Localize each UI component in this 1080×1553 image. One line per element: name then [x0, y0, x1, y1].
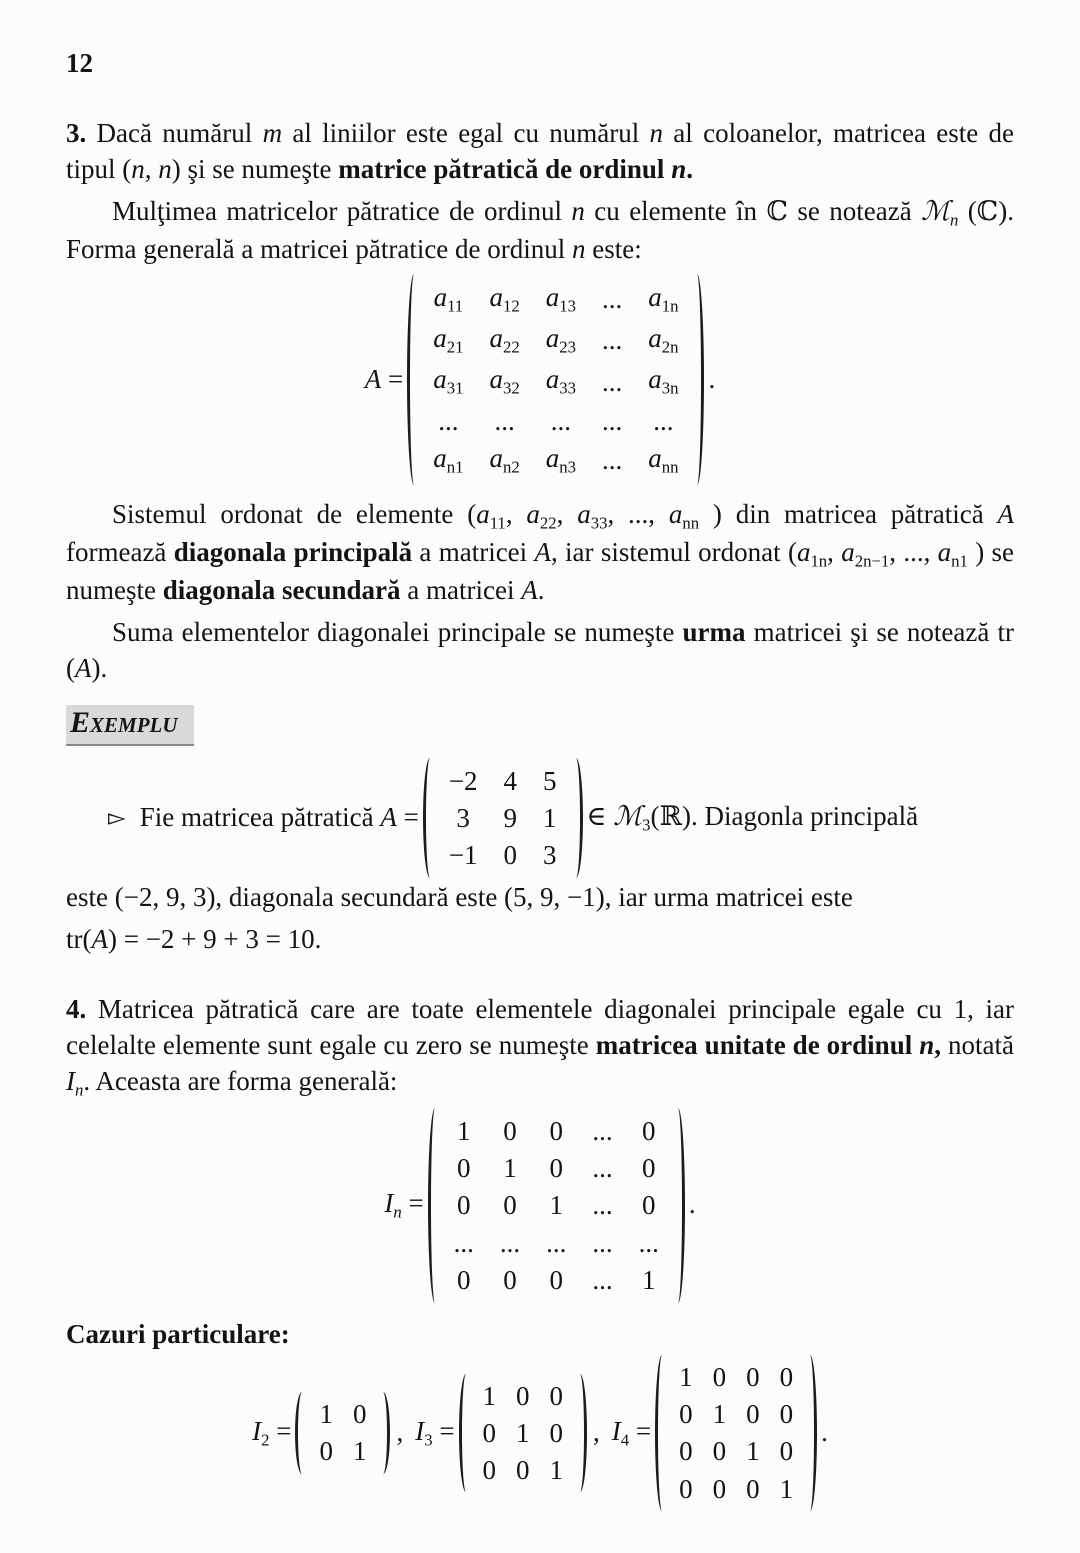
separator-2: , [593, 1416, 600, 1447]
matrix-cell: $a_{n3}$ [545, 443, 576, 477]
matrix-cell: 1 [503, 1153, 517, 1184]
matrix-cell: ... [601, 445, 623, 476]
matrix-cell: 0 [642, 1190, 656, 1221]
matrix-cell: 0 [679, 1399, 693, 1430]
matrix-cell: 0 [516, 1380, 530, 1411]
matrix-cell: $a_{nn}$ [648, 443, 679, 477]
matrix-cell: $a_{31}$ [433, 364, 464, 399]
matrix-cell: 3 [543, 840, 557, 871]
particular-cases-line [66, 1355, 1014, 1511]
matrix-paren-right [803, 1355, 817, 1511]
page-number: 12 [66, 48, 93, 78]
matrix-cell: ... [601, 325, 623, 356]
I4-label: $I_4$ = [611, 1415, 652, 1450]
matrix-cell: 9 [503, 802, 518, 833]
matrix-paren-left [423, 758, 437, 879]
example-heading: Exemplu [66, 705, 194, 746]
matrix-cell: 0 [642, 1153, 656, 1184]
matrix-cell: 1 [642, 1264, 656, 1295]
matrix-cell: ... [638, 1227, 659, 1258]
matrix-cell: ... [453, 1227, 474, 1258]
matrix-cell: 0 [712, 1361, 727, 1392]
particular-period: . [821, 1416, 828, 1447]
matrix-cell: 0 [503, 1115, 517, 1146]
bullet-arrow-icon: ▻ [108, 804, 126, 830]
matrix-cell: 0 [549, 1264, 564, 1295]
matrix-cell: $a_{12}$ [489, 281, 520, 316]
matrix-cell: ... [601, 366, 623, 397]
matrix-cell: ... [546, 1227, 567, 1258]
matrix-cell: ... [592, 1115, 613, 1146]
matrix-A-label: A = [364, 363, 404, 394]
matrix-cell: $a_{n1}$ [433, 443, 464, 477]
matrix-cell: 0 [712, 1473, 727, 1504]
I2-label: $I_2$ = [252, 1415, 292, 1450]
matrix-cell: ... [550, 405, 571, 436]
matrix-cell: $a_{n2}$ [489, 443, 520, 477]
matrix-cell: 1 [549, 1455, 564, 1485]
matrix-cell: 5 [543, 765, 557, 796]
matrix-cell: 1 [516, 1417, 530, 1448]
matrix-cell: 0 [679, 1436, 693, 1467]
example-matrix [423, 758, 583, 879]
matrix-paren-right [376, 1392, 390, 1473]
matrix-cell: $a_{2n}$ [648, 322, 679, 357]
example-continuation-2: tr(A) = −2 + 9 + 3 = 10. [66, 924, 322, 955]
matrix-cell: 0 [549, 1380, 564, 1411]
matrix-cell: 0 [457, 1153, 471, 1184]
matrix-paren-left [428, 1108, 442, 1303]
matrix-cell: 1 [712, 1399, 727, 1430]
matrix-cell: 1 [549, 1190, 564, 1221]
matrix-cell: $a_{23}$ [545, 322, 576, 357]
matrix-cell: ... [494, 405, 515, 436]
matrix-cell: $a_{11}$ [433, 281, 464, 316]
matrix-paren-right [671, 1108, 685, 1303]
example-continuation-1: este (−2, 9, 3), diagonala secundară este (5, 9, −1), iar urma matricei este [66, 882, 853, 913]
matrix-cell: ... [592, 1264, 613, 1295]
matrix-cell: 0 [503, 1190, 517, 1221]
matrix-cell: ... [592, 1227, 613, 1258]
matrix-cell: 1 [779, 1473, 794, 1504]
identity-matrix-label: $I_n$ = [384, 1188, 424, 1223]
matrix-cell: ... [653, 405, 674, 436]
identity-matrix-n [428, 1108, 685, 1303]
matrix-cell: 0 [516, 1455, 530, 1485]
matrix-cell: $a_{22}$ [489, 322, 520, 357]
paragraph-diagonals: Sistemul ordonat de elemente ($a_{11}$, $a_{22}$, $a_{33}$, ..., $a_{nn}$ ) din matricea pătratică A formează diagonala principală a matricei A, iar sistemul ordonat ($a_{1n}$, $a_{2n-1}$, ..., $a_{n1}$ ) se numeşte diagonala secundară a matricei A. [66, 499, 1015, 606]
example-lead-text: Fie matricea pătratică A = [139, 801, 419, 832]
section-gap [66, 964, 1014, 992]
I2-matrix [295, 1392, 390, 1473]
matrix-A-equation [66, 274, 1014, 486]
matrix-cell: $a_{33}$ [545, 364, 576, 399]
matrix-paren-left [407, 274, 421, 486]
matrix-paren-left [295, 1392, 309, 1473]
example-statement [108, 758, 1014, 879]
matrix-A-period: . [708, 363, 716, 394]
matrix-paren-right [690, 274, 704, 486]
matrix-cell: 0 [457, 1190, 471, 1221]
matrix-cell: $a_{13}$ [545, 281, 576, 316]
matrix-cell: 0 [746, 1361, 760, 1392]
matrix-cell: 4 [503, 765, 518, 796]
example-tail-text: ∈ ℳ$_3$(ℝ). Diagonla principală [586, 800, 919, 835]
paragraph-3-continuation: Mulţimea matricelor pătratice de ordinul n cu elemente în ℂ se notează ℳ$_n$ (ℂ). Forma generală a matricei pătratice de ordinul n este: [66, 195, 1014, 264]
matrix-cell: 1 [457, 1115, 471, 1146]
matrix-cell: 0 [642, 1115, 656, 1146]
matrix-cell: 0 [457, 1264, 471, 1295]
matrix-cell: −1 [448, 840, 478, 871]
matrix-cell: 1 [352, 1436, 367, 1467]
matrix-cell: ... [438, 405, 459, 436]
matrix-cell: $a_{32}$ [489, 364, 520, 399]
matrix-cell: 1 [319, 1399, 333, 1430]
matrix-cell: 3 [456, 802, 470, 833]
matrix-cell: 0 [746, 1473, 760, 1504]
identity-matrix-period: . [688, 1189, 696, 1220]
matrix-cell: ... [499, 1227, 521, 1258]
I3-matrix [459, 1374, 588, 1493]
matrix-cell: 0 [319, 1436, 333, 1467]
matrix-cell: 0 [746, 1399, 760, 1430]
matrix-cell: 0 [779, 1361, 794, 1392]
paragraph-3: 3. Dacă numărul m al liniilor este egal cu numărul n al coloanelor, matricea este de tipul (n, n) şi se numeşte matrice pătratică de ordinul n. [66, 117, 1014, 184]
matrix-cell: 1 [482, 1380, 497, 1411]
matrix-cell: $a_{21}$ [433, 322, 464, 357]
I4-matrix [655, 1355, 817, 1511]
matrix-cell: ... [592, 1190, 613, 1221]
matrix-cell: 0 [779, 1399, 794, 1430]
matrix-cell: ... [592, 1153, 613, 1184]
separator-1: , [396, 1416, 404, 1447]
matrix-cell: 1 [746, 1436, 760, 1467]
matrix-paren-right [569, 758, 583, 879]
matrix-paren-left [655, 1355, 669, 1511]
example-heading-row [66, 693, 1014, 756]
matrix-cell: 0 [712, 1436, 727, 1467]
matrix-paren-left [459, 1374, 473, 1493]
identity-matrix-equation [66, 1108, 1014, 1303]
matrix-cell: 1 [543, 802, 557, 833]
paragraph-trace: Suma elementelor diagonalei principale se numeşte urma matricei şi se notează tr (A). [66, 617, 1014, 684]
matrix-cell: −2 [448, 765, 478, 796]
I3-label: $I_3$ = [415, 1415, 455, 1450]
paragraph-4: 4. Matricea pătratică care are toate elementele diagonalei principale egale cu 1, iar celelalte elemente sunt egale cu zero se numeşte matricea unitate de ordinul n, notată $I_n$. Aceasta are forma generală: [66, 994, 1014, 1100]
matrix-cell: 0 [503, 840, 518, 871]
matrix-cell: 0 [679, 1473, 693, 1504]
matrix-cell: ... [601, 283, 623, 314]
matrix-cell: 0 [549, 1153, 564, 1184]
matrix-cell: 0 [503, 1264, 517, 1295]
matrix-A [407, 274, 704, 486]
matrix-cell: 0 [482, 1455, 497, 1485]
matrix-cell: 0 [352, 1399, 367, 1430]
matrix-cell: 0 [779, 1436, 794, 1467]
matrix-paren-right [573, 1374, 587, 1493]
matrix-cell: 0 [549, 1115, 564, 1146]
matrix-cell: 0 [549, 1417, 564, 1448]
matrix-cell: 0 [482, 1417, 497, 1448]
matrix-cell: $a_{3n}$ [648, 364, 679, 399]
matrix-cell: ... [601, 405, 623, 436]
matrix-cell: 1 [679, 1361, 693, 1392]
matrix-cell: $a_{1n}$ [648, 281, 679, 316]
particular-cases-heading: Cazuri particulare: [66, 1319, 290, 1350]
